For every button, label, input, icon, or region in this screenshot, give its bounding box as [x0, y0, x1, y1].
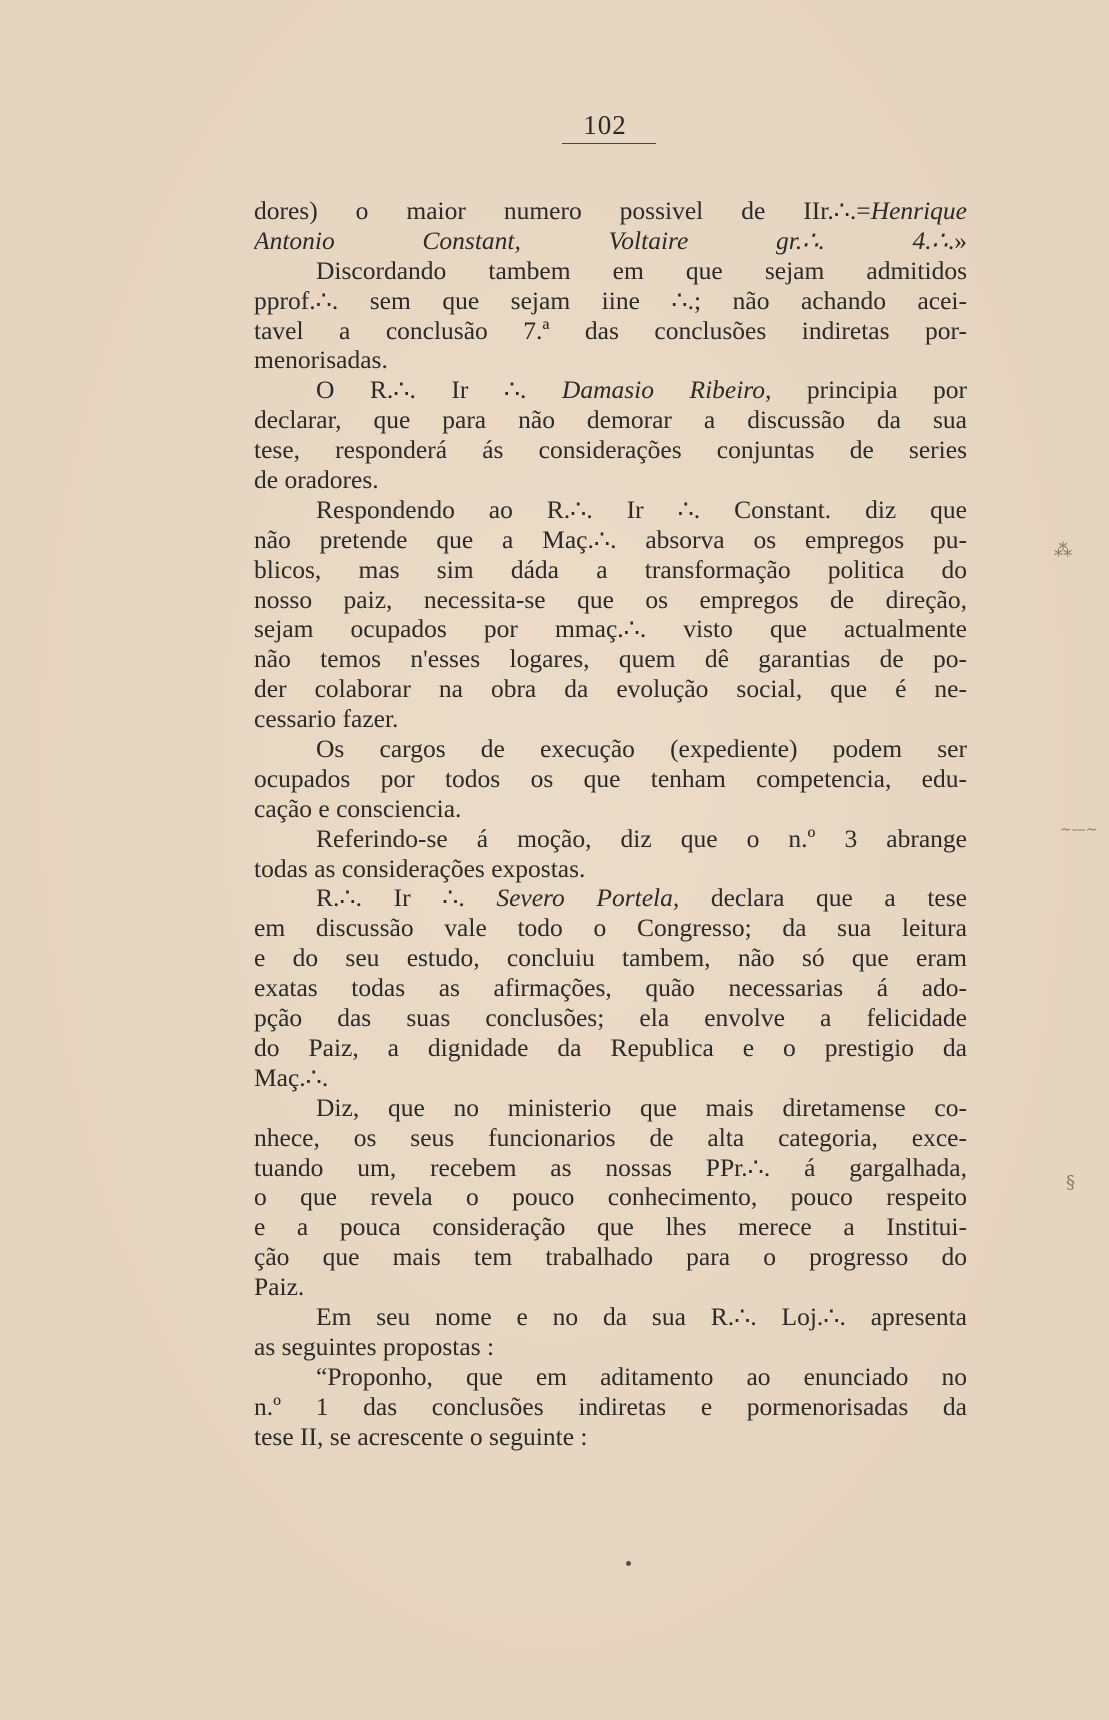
text-line: [254, 525, 967, 555]
page-number: 102: [583, 110, 627, 140]
text-run: Respondendo ao R.∴. Ir ∴. Constant. diz que: [316, 494, 967, 524]
text-run: ocupados por todos os que tenham competencia, edu-: [254, 763, 967, 793]
text-run: cessario fazer.: [254, 704, 399, 734]
text-run: der colaborar na obra da evolução social, que é ne-: [254, 674, 967, 704]
text-line: [254, 316, 967, 346]
text-line: [254, 585, 967, 615]
page-number-rule: [562, 143, 656, 144]
text-line: [254, 614, 967, 644]
text-run: Referindo-se á moção, diz que o n.º 3 abrange: [316, 823, 967, 853]
margin-stamp-mark: ⁂: [1054, 540, 1072, 561]
text-line: [254, 495, 967, 525]
text-run: dores) o maior numero possivel de IIr.∴.=: [254, 196, 871, 225]
ink-dot: [626, 1561, 631, 1566]
text-line: [254, 1242, 967, 1272]
text-run: O R.∴. Ir ∴.: [316, 375, 562, 405]
text-line: [254, 973, 967, 1003]
text-line: [254, 1392, 967, 1422]
text-run: declara que a tese: [679, 883, 967, 913]
text-run: cação e consciencia.: [254, 793, 462, 823]
text-run: Diz, que no ministerio que mais diretamense co-: [316, 1092, 967, 1122]
text-run: Em seu nome e no da sua R.∴. Loj.∴. apresenta: [316, 1301, 967, 1331]
text-line: [254, 1332, 967, 1362]
text-line: [254, 465, 967, 495]
text-run: declarar, que para não demorar a discussão da sua: [254, 405, 967, 435]
italic-name: Antonio Constant, Voltaire gr.∴. 4.∴: [254, 225, 948, 255]
text-run: .»: [947, 225, 967, 255]
text-line: [254, 405, 967, 435]
text-run: principia por: [771, 375, 967, 405]
text-line: [254, 1033, 967, 1063]
text-line: [254, 345, 967, 375]
text-line: [254, 1362, 967, 1392]
text-line: [254, 1063, 967, 1093]
text-run: Discordando tambem em que sejam admitidos: [316, 255, 967, 285]
text-run: R.∴. Ir ∴.: [316, 883, 497, 913]
text-run: nosso paiz, necessita-se que os empregos de direção,: [254, 584, 967, 614]
text-line: [254, 644, 967, 674]
text-run: Paiz.: [254, 1272, 305, 1302]
text-run: menorisadas.: [254, 345, 388, 375]
margin-flourish-mark: §: [1066, 1172, 1075, 1193]
text-run: e a pouca consideração que lhes merece a Institui-: [254, 1212, 967, 1242]
text-run: Os cargos de execução (expediente) podem ser: [316, 734, 967, 764]
text-line: [254, 1212, 967, 1242]
text-line: [254, 256, 967, 286]
text-run: em discussão vale todo o Congresso; da sua leitura: [254, 913, 967, 943]
text-run: “Proponho, que em aditamento ao enunciado no: [316, 1361, 967, 1391]
text-line: [254, 854, 967, 884]
text-line: [254, 734, 967, 764]
text-line: [254, 1272, 967, 1302]
text-line: [254, 1153, 967, 1183]
text-run: tese II, se acrescente o seguinte :: [254, 1421, 588, 1451]
text-line: [254, 764, 967, 794]
text-line: [254, 555, 967, 585]
text-line: [254, 286, 967, 316]
text-line: [254, 824, 967, 854]
text-run: não temos n'esses logares, quem dê garantias de po-: [254, 644, 967, 674]
text-run: de oradores.: [254, 465, 379, 495]
margin-dash-mark: ~—~: [1060, 822, 1098, 838]
text-run: exatas todas as afirmações, quão necessarias á ado-: [254, 973, 967, 1003]
text-line: [254, 943, 967, 973]
text-line: [254, 883, 967, 913]
text-run: sejam ocupados por mmaç.∴. visto que actualmente: [254, 614, 967, 644]
text-run: tuando um, recebem as nossas PPr.∴. á gargalhada,: [254, 1152, 967, 1182]
text-run: não pretende que a Maç.∴. absorva os empregos pu-: [254, 524, 967, 554]
text-run: Maç.∴.: [254, 1062, 329, 1092]
text-run: e do seu estudo, concluiu tambem, não só que eram: [254, 943, 967, 973]
text-run: todas as considerações expostas.: [254, 853, 586, 883]
text-run: tese, responderá ás considerações conjuntas de series: [254, 435, 967, 465]
text-run: n.º 1 das conclusões indiretas e pormenorisadas da: [254, 1391, 967, 1421]
text-line: [254, 226, 967, 256]
text-line: [254, 1123, 967, 1153]
italic-name: Henrique: [870, 196, 967, 225]
text-run: ção que mais tem trabalhado para o progresso do: [254, 1242, 967, 1272]
text-line: [254, 435, 967, 465]
text-line: [254, 196, 967, 226]
text-run: pção das suas conclusões; ela envolve a felicidade: [254, 1003, 967, 1033]
text-line: [254, 375, 967, 405]
text-run: pprof.∴. sem que sejam iine ∴.; não achando acei-: [254, 285, 967, 315]
text-line: [254, 674, 967, 704]
text-line: [254, 1302, 967, 1332]
text-run: nhece, os seus funcionarios de alta categoria, exce-: [254, 1122, 967, 1152]
text-run: tavel a conclusão 7.ª das conclusões indiretas por-: [254, 315, 967, 345]
body-text: [254, 196, 967, 1451]
text-run: do Paiz, a dignidade da Republica e o prestigio da: [254, 1032, 967, 1062]
text-line: [254, 794, 967, 824]
text-run: o que revela o pouco conhecimento, pouco respeito: [254, 1182, 967, 1212]
text-line: [254, 1182, 967, 1212]
text-line: [254, 1003, 967, 1033]
text-run: blicos, mas sim dáda a transformação politica do: [254, 554, 967, 584]
text-line: [254, 704, 967, 734]
italic-name: Severo Portela,: [496, 883, 680, 913]
text-line: [254, 1093, 967, 1123]
text-run: as seguintes propostas :: [254, 1331, 495, 1361]
text-line: [254, 1422, 967, 1452]
italic-name: Damasio Ribeiro,: [561, 375, 772, 405]
text-line: [254, 913, 967, 943]
